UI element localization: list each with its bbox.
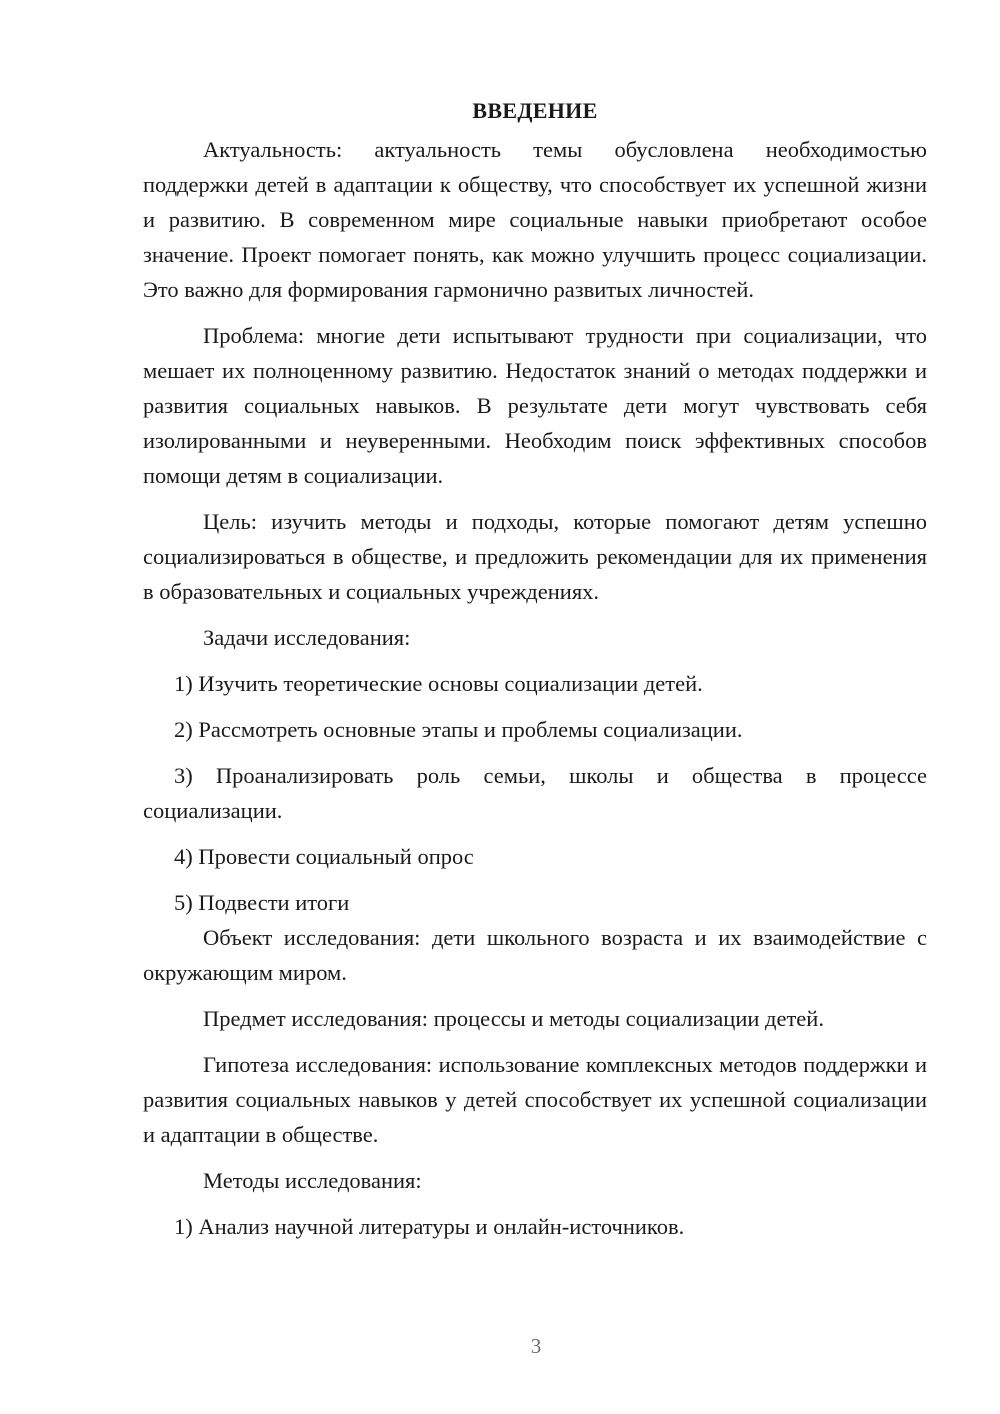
document-page — [143, 96, 927, 1244]
problem-paragraph: Проблема: многие дети испытывают трудности при социализации, что мешает их полноценному развитию. Недостаток знаний о методах поддержки и развития социальных навыков. В результате дети могут чувствовать себя изолированными и неуверенными. Необходим поиск эффективных способов помощи детям в социализации. — [143, 323, 927, 488]
task-item-5: 5) Подвести итоги — [174, 890, 350, 915]
page-title: ВВЕДЕНИЕ — [472, 98, 598, 123]
methods-heading: Методы исследования: — [203, 1168, 422, 1193]
task-item-2: 2) Рассмотреть основные этапы и проблемы социализации. — [174, 717, 743, 742]
tasks-heading: Задачи исследования: — [203, 625, 411, 650]
task-item-3: 3) Проанализировать роль семьи, школы и общества в процессе социализации. — [143, 763, 927, 823]
goal-paragraph: Цель: изучить методы и подходы, которые помогают детям успешно социализироваться в обществе, и предложить рекомендации для их применения в образовательных и социальных учреждениях. — [143, 509, 927, 604]
subject-paragraph: Предмет исследования: процессы и методы социализации детей. — [203, 1006, 824, 1031]
page-number: 3 — [530, 1334, 542, 1358]
object-paragraph: Объект исследования: дети школьного возраста и их взаимодействие с окружающим миром. — [143, 925, 927, 985]
task-item-1: 1) Изучить теоретические основы социализации детей. — [174, 671, 703, 696]
relevance-paragraph: Актуальность: актуальность темы обусловлена необходимостью поддержки детей в адаптации к обществу, что способствует их успешной жизни и развитию. В современном мире социальные навыки приобретают особое значение. Проект помогает понять, как можно улучшить процесс социализации. Это важно для формирования гармонично развитых личностей. — [143, 137, 927, 302]
hypothesis-paragraph: Гипотеза исследования: использование комплексных методов поддержки и развития социальных навыков у детей способствует их успешной социализации и адаптации в обществе. — [143, 1052, 927, 1147]
method-item-1: 1) Анализ научной литературы и онлайн-источников. — [174, 1214, 685, 1239]
task-item-4: 4) Провести социальный опрос — [174, 844, 474, 869]
